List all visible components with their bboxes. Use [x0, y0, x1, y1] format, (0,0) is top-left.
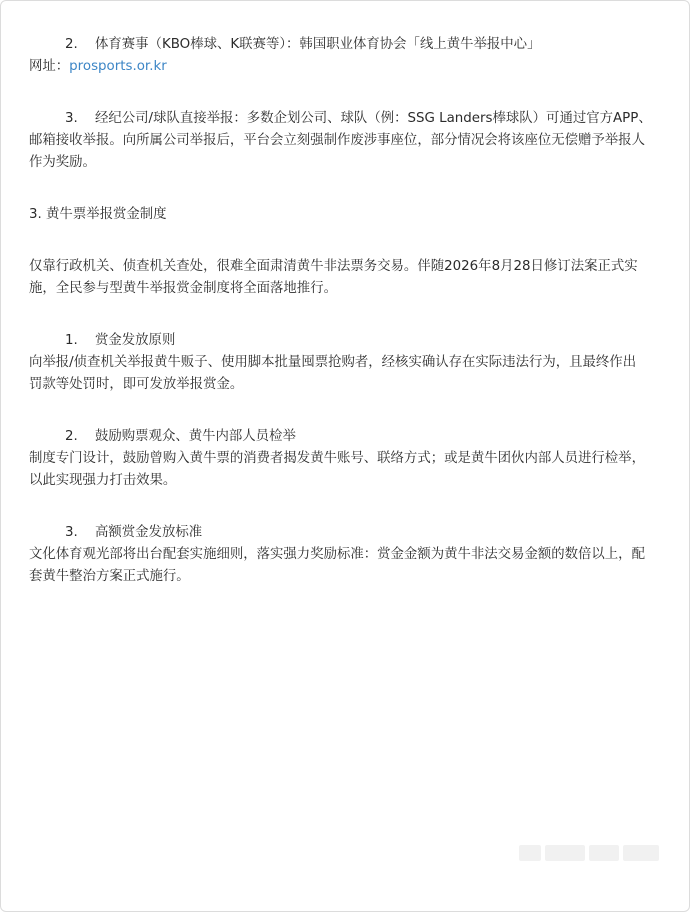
intro-paragraph-line: 施，全民参与型黄牛举报赏金制度将全面落地推行。: [29, 281, 337, 296]
list-item-text: 体育赛事（KBO棒球、K联赛等）：韩国职业体育协会「线上黄牛举报中心」: [95, 37, 541, 52]
paragraph-line: 邮箱接收举报。向所属公司举报后，平台会立刻强制作废涉事座位，部分情况会将该座位无偿赠予举报人: [29, 133, 645, 148]
list-item-number: 2.: [65, 37, 78, 52]
paragraph-line: 制度专门设计，鼓励曾购入黄牛票的消费者揭发黄牛账号、联络方式；或是黄牛团伙内部人员进行检举，: [29, 451, 645, 466]
sub-item-number: 3.: [65, 525, 78, 540]
spacer: [29, 492, 665, 522]
list-item-text: 经纪公司/球队直接举报：多数企划公司、球队（例：SSG Landers棒球队）可通过官方APP、: [95, 111, 652, 126]
list-item-number: 3.: [65, 111, 78, 126]
paragraph-line: 向举报/侦查机关举报黄牛贩子、使用脚本批量囤票抢购者，经核实确认存在实际违法行为，且最终作出: [29, 355, 637, 370]
watermark: [519, 843, 669, 865]
sub-item-title-text: 鼓励购票观众、黄牛内部人员检举: [95, 429, 296, 444]
spacer: [29, 78, 665, 108]
sub-item-title-text: 高额赏金发放标准: [95, 525, 203, 540]
sub-item-title: [29, 426, 665, 448]
spacer: [29, 174, 665, 204]
website-link[interactable]: prosports.or.kr: [69, 59, 167, 74]
sub-item-title: [29, 522, 665, 544]
spacer: [29, 300, 665, 330]
spacer: [29, 396, 665, 426]
sub-item-number: 1.: [65, 333, 78, 348]
sub-item-title-text: 赏金发放原则: [95, 333, 176, 348]
paragraph-line: 文化体育观光部将出台配套实施细则，落实强力奖励标准：赏金金额为黄牛非法交易金额的数倍以上，配: [29, 547, 645, 562]
sub-item-title: [29, 330, 665, 352]
list-item-3: [29, 108, 665, 130]
website-label: 网址：: [29, 59, 70, 74]
intro-paragraph-line: 仅靠行政机关、侦查机关查处，很难全面肃清黄牛非法票务交易。伴随2026年8月28日修订法案正式实: [29, 259, 638, 274]
paragraph-line: 以此实现强力打击效果。: [29, 473, 177, 488]
section-heading: 3. 黄牛票举报赏金制度: [29, 207, 167, 222]
spacer: [29, 226, 665, 256]
sub-item-number: 2.: [65, 429, 78, 444]
paragraph-line: 套黄牛整治方案正式施行。: [29, 569, 190, 584]
document-body: [29, 34, 665, 588]
website-line: [29, 56, 665, 78]
paragraph-line: 罚款等处罚时，即可发放举报赏金。: [29, 377, 244, 392]
list-item-2: [29, 34, 665, 56]
paragraph-line: 作为奖励。: [29, 155, 96, 170]
